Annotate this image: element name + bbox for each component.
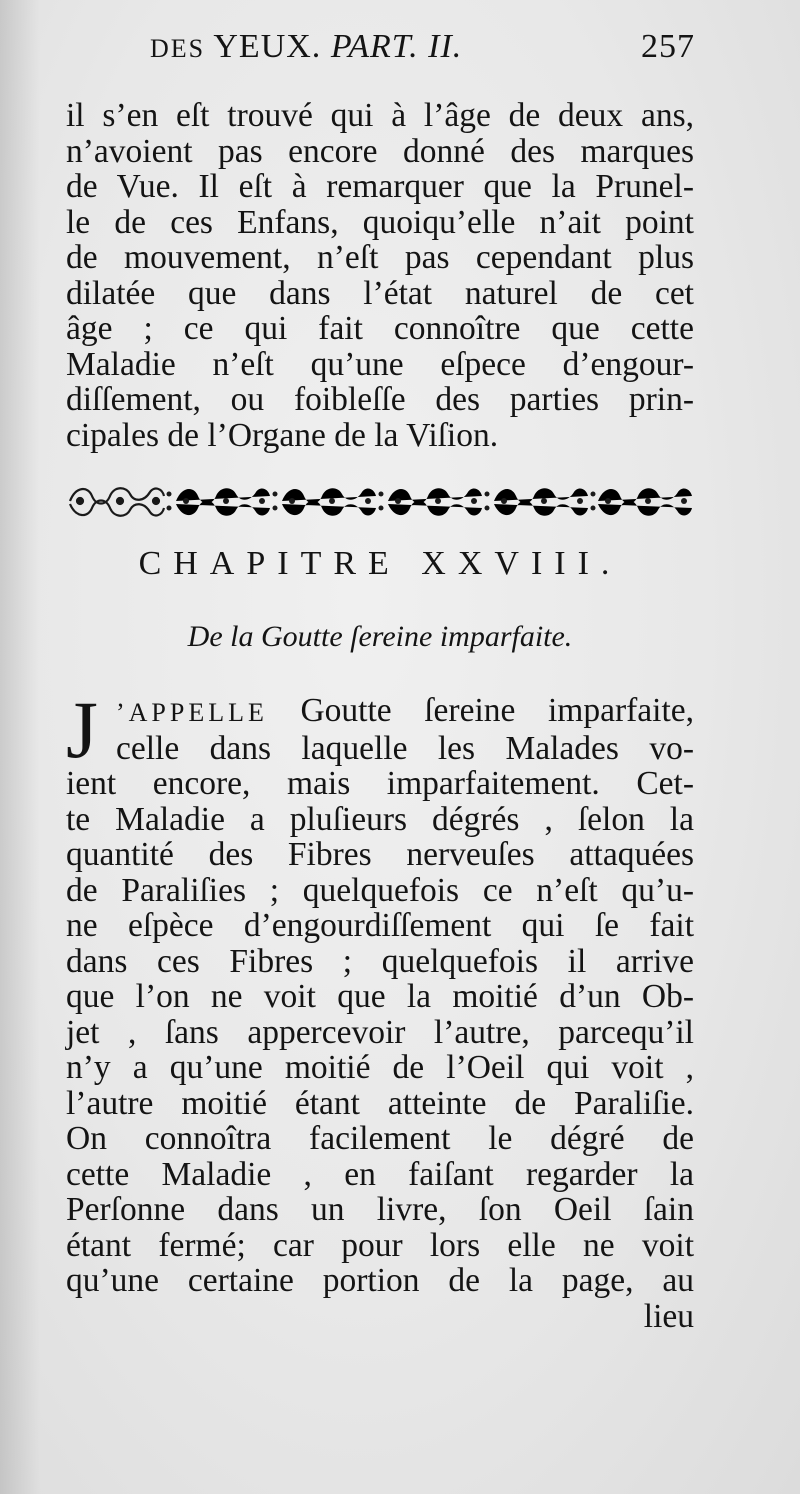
text-line: qu’une certaine portion de la page, au [66,1262,694,1299]
text-line: dilatée que dans l’état naturel de cet [66,274,694,312]
text-line: Perſonne dans un livre, ſon Oeil ſain [66,1191,694,1228]
first-word-smallcaps: ’APPELLE [116,698,268,727]
text-line: n’avoient pas encore donné des marques [66,132,694,170]
paragraph-2 [66,684,694,1335]
first-line-rest: Goutte ſereine imparfaite, [267,692,694,729]
text-line: jet , ſans appercevoir l’autre, parcequ’il [66,1013,694,1051]
text-line: Maladie n’eſt qu’une eſpece d’engour- [66,345,694,383]
text-line: On connoîtra facilement le dégré de [66,1120,694,1157]
running-title [150,28,462,66]
text-line: cette Maladie , en faiſant regarder la [66,1155,694,1193]
text-line: de mouvement, n’eſt pas cependant plus [66,239,694,276]
drop-cap: J [66,684,98,775]
text-line: dans ces Fibres ; quelquefois il arrive [66,942,694,980]
chapter-subtitle: De la Goutte ſereine imparfaite. [187,620,573,653]
text-line: n’y a qu’une moitié de l’Oeil qui voit , [66,1049,694,1086]
text-line: ient encore, mais imparfaitement. Cet- [66,765,694,802]
text-line [66,693,694,731]
text-line: que l’on ne voit que la moitié d’un Ob- [66,978,694,1015]
catchword: lieu [643,1297,694,1335]
text-line: diſſement, ou foibleſſe des parties prin- [66,381,694,418]
text-line: ne eſpèce d’engourdiſſement qui ſe fait [66,907,694,944]
running-title-main: YEUX. [213,28,322,65]
chapter-title: CHAPITRE XXVIII. [138,545,622,582]
text-line: étant fermé; car pour lors elle ne voit [66,1226,694,1264]
gutter-shadow [0,0,40,1494]
text-line: le de ces Enfans, quoiqu’elle n’ait point [66,203,694,241]
text-line: te Maladie a pluſieurs dégrés , ſelon la [66,800,694,838]
running-title-prefix: DES [150,34,206,63]
text-line: de Paraliſies ; quelquefois ce n’eſt qu’u- [66,871,694,909]
text-line: cipales de l’Organe de la Viſion. [66,416,499,454]
text-line: il s’en eſt trouvé qui à l’âge de deux ans, [66,97,694,134]
paragraph-1 [66,98,694,453]
text-line: l’autre moitié étant atteinte de Paraliſie. [66,1084,694,1122]
page-number: 257 [641,28,695,65]
running-title-part: PART. II. [330,28,463,65]
text-line: celle dans laquelle les Malades vo- [116,729,694,767]
text-line: de Vue. Il eſt à remarquer que la Prunel- [66,168,694,205]
text-line: quantité des Fibres nerveuſes attaquées [66,836,694,873]
page-header [150,28,695,78]
text-line: âge ; ce qui fait connoître que cette [66,310,694,347]
decorative-ornament-band [66,480,694,522]
